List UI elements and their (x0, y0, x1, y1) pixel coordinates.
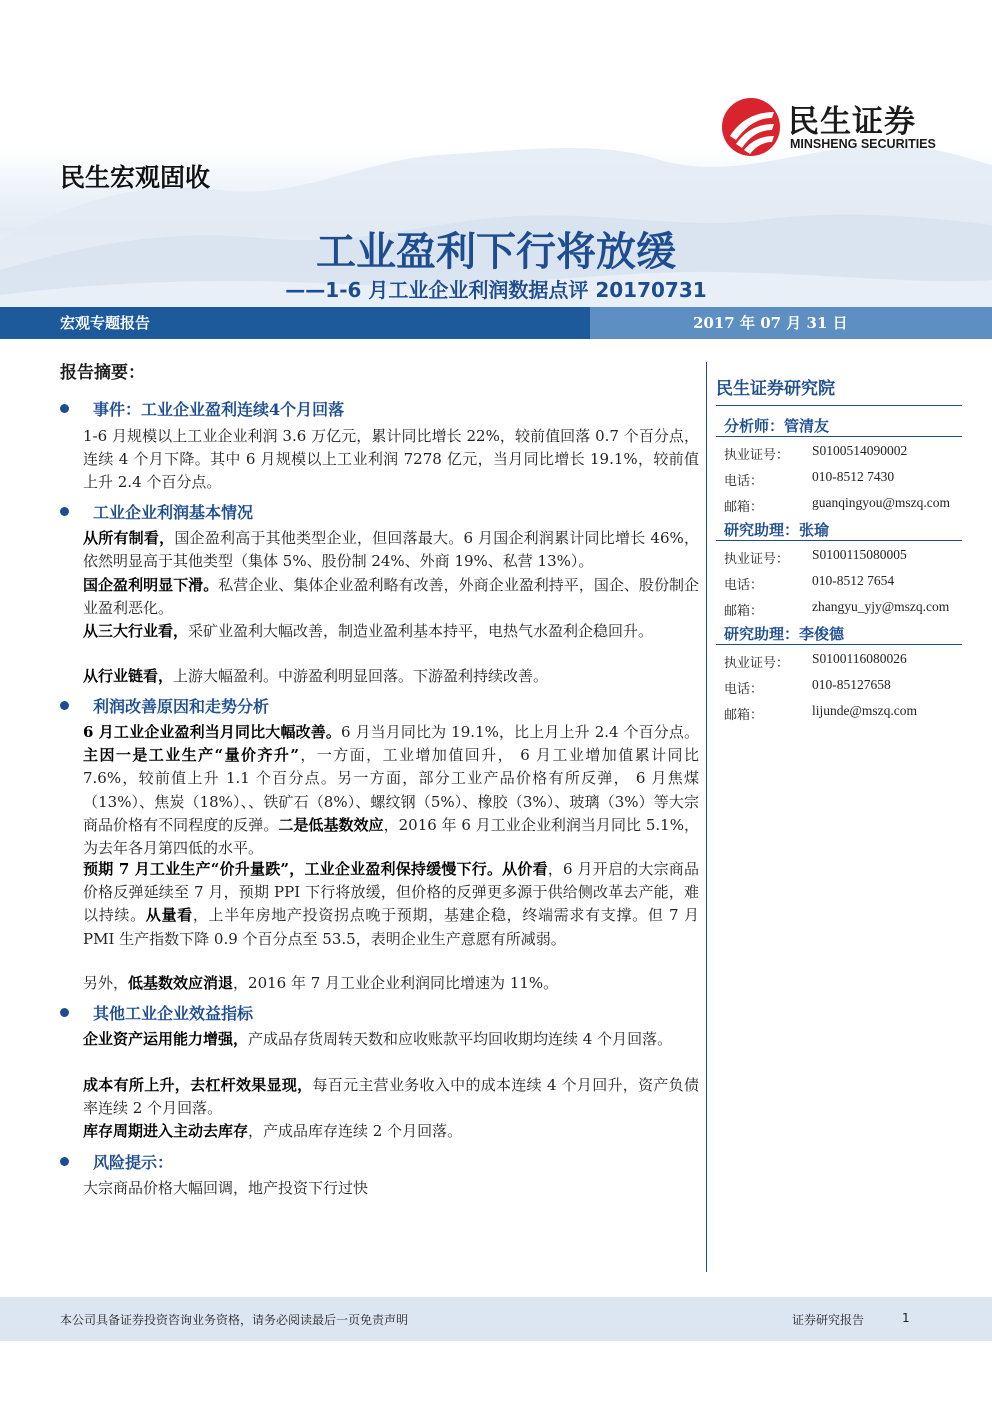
paragraph-event: 1-6 月规模以上工业企业利润 3.6 万亿元，累计同比增长 22%，较前值回落 0.7 个百分点，连续 4 个月下降。其中 6 月规模以上工业利润 7278 亿元，当月同比增长 19.1%，较前值上升 2.4 个百分点。 (83, 427, 699, 492)
paragraph-june-improvement: 6 月工业企业盈利当月同比大幅改善。6 月当月同比为 19.1%，比上月上升 2.4 个百分点。主因一是工业生产“量价齐升”，一方面，工业增加值回升， 6 月工业增加值累计同比 7.6%，较前值上升 1.1 个百分点。另一方面，部分工业产品价格有所反弹， 6 月焦煤（13%）、焦炭（18%）、、铁矿石（8%）、螺纹钢（5%）、橡胶（3%）、玻璃（3%）等大宗商品价格有不同程度的反弹。二是低基数效应，2016 年 6 月工业企业利润当月同比 5.1%，为去年各月第四低的水平。 (83, 723, 699, 858)
cert-label: 执业证号： (724, 656, 790, 671)
footer-disclaimer: 本公司具备证券投资咨询业务资格，请务必阅读最后一页免责声明 (60, 1313, 409, 1327)
report-info-bar (0, 307, 992, 339)
series-name: 民生宏观固收 (60, 163, 211, 192)
company-logo (722, 96, 962, 156)
tel-number: 010-8512 7654 (812, 573, 895, 588)
logo-text-en: MINSHENG SECURITIES (790, 137, 936, 151)
tel-label: 电话： (724, 474, 764, 489)
paragraph-asset-efficiency: 企业资产运用能力增强，产成品存货周转天数和应收账款平均回收期均连续 4 个月回落。 (83, 1030, 673, 1048)
report-title: 工业盈利下行将放缓 (316, 229, 676, 275)
paragraph-base-effect: 另外，低基数效应消退，2016 年 7 月工业企业利润同比增速为 11%。 (83, 974, 559, 992)
mail-label: 邮箱： (724, 500, 764, 515)
paragraph-cost-leverage: 成本有所上升，去杠杆效果显现，每百元主营业务收入中的成本连续 4 个月回升，资产负债率连续 2 个月回落。 (83, 1076, 699, 1118)
tel-label: 电话： (724, 578, 764, 593)
bullet-icon (60, 1008, 69, 1017)
cert-number: S0100115080005 (812, 547, 907, 562)
bullet-icon (60, 507, 69, 516)
tel-label: 电话： (724, 682, 764, 697)
paragraph-risk: 大宗商品价格大幅回调，地产投资下行过快 (83, 1179, 369, 1197)
report-date: 2017 年 07 月 31 日 (693, 314, 848, 332)
sidebar-rule (716, 436, 962, 437)
institute-name: 民生证券研究院 (716, 379, 835, 399)
page-number: 1 (902, 1311, 910, 1325)
analyst-name: 分析师：管清友 (724, 417, 830, 435)
assistant-name: 研究助理：李俊德 (724, 625, 845, 643)
paragraph-industry-chain: 从行业链看，上游大幅盈利。中游盈利明显回落。下游盈利持续改善。 (83, 667, 549, 685)
sidebar-rule (716, 540, 962, 541)
cert-label: 执业证号： (724, 448, 790, 463)
sidebar-divider (706, 362, 707, 1272)
email-address: zhangyu_yjy@mszq.com (812, 599, 950, 614)
bullet-icon (60, 404, 69, 413)
tel-number: 010-8512 7430 (812, 469, 895, 484)
section-heading-event: 事件：工业企业盈利连续4个月回落 (60, 397, 344, 420)
cert-number: S0100116080026 (812, 651, 907, 666)
cert-label: 执业证号： (724, 552, 790, 567)
paragraph-ownership: 从所有制看，国企盈利高于其他类型企业，但回落最大。6 月国企利润累计同比增长 46%，依然明显高于其他类型（集体 5%、股份制 24%、外商 19%、私营 13%）。 (83, 529, 699, 571)
sidebar-rule (716, 644, 962, 645)
mail-label: 邮箱： (724, 604, 764, 619)
email-address: guanqingyou@mszq.com (812, 495, 951, 510)
logo-emblem-icon (722, 98, 780, 156)
page-footer (0, 1297, 992, 1341)
mail-label: 邮箱： (724, 708, 764, 723)
email-address: lijunde@mszq.com (812, 703, 918, 718)
paragraph-july-outlook: 预期 7 月工业生产“价升量跌”，工业企业盈利保持缓慢下行。从价看，6 月开启的大宗商品价格反弹延续至 7 月，预期 PPI 下行将放缓，但价格的反弹更多源于供给侧改革去产能，难以持续。从量看，上半年房地产投资拐点晚于预期，基建企稳，终端需求有支撑。但 7 月 PMI 生产指数下降 0.9 个百分点至 53.5，表明企业生产意愿有所减弱。 (83, 860, 700, 948)
section-heading-risk: 风险提示： (60, 1150, 173, 1173)
section-heading-other-indicators: 其他工业企业效益指标 (60, 1001, 253, 1024)
bullet-icon (60, 1157, 69, 1166)
section-heading-causes: 利润改善原因和走势分析 (60, 694, 269, 717)
report-type: 宏观专题报告 (60, 314, 151, 332)
bullet-icon (60, 701, 69, 710)
footer-doc-type: 证券研究报告 (792, 1313, 865, 1327)
paragraph-soe: 国企盈利明显下滑。私营企业、集体企业盈利略有改善，外商企业盈利持平，国企、股份制企业盈利恶化。 (83, 576, 699, 618)
paragraph-industries: 从三大行业看，采矿业盈利大幅改善，制造业盈利基本持平，电热气水盈利企稳回升。 (83, 622, 654, 640)
sidebar-rule (716, 405, 962, 406)
abstract-heading: 报告摘要： (60, 363, 145, 383)
tel-number: 010-85127658 (812, 677, 891, 692)
report-subtitle: ——1-6 月工业企业利润数据点评 20170731 (285, 278, 707, 302)
assistant-name: 研究助理：张瑜 (724, 521, 830, 539)
section-heading-profit-basics: 工业企业利润基本情况 (60, 500, 253, 523)
paragraph-inventory: 库存周期进入主动去库存，产成品库存连续 2 个月回落。 (83, 1122, 463, 1140)
logo-text-cn: 民生证券 (788, 104, 916, 140)
cert-number: S0100514090002 (812, 443, 908, 458)
